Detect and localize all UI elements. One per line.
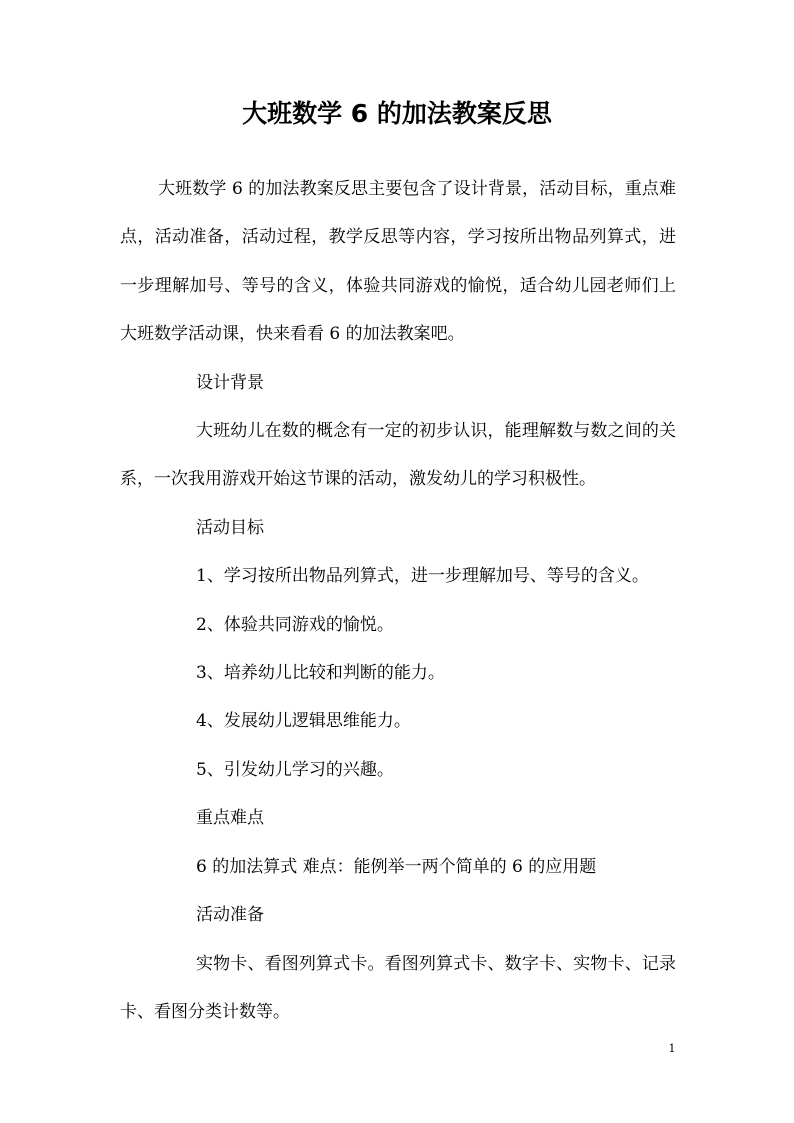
goals-heading: 活动目标: [196, 517, 264, 538]
page-number: 1: [668, 1042, 676, 1055]
key-points-paragraph: 6 的加法算式 难点：能例举一两个简单的 6 的应用题: [196, 856, 597, 877]
goal-item: 4、发展幼儿逻辑思维能力。: [196, 711, 411, 732]
key-points-heading: 重点难点: [196, 808, 264, 829]
preparation-paragraph: 实物卡、看图列算式卡。看图列算式卡、数字卡、实物卡、记录卡、看图分类计数等。: [120, 953, 676, 1022]
goal-item: 2、体验共同游戏的愉悦。: [196, 614, 394, 635]
background-paragraph: 大班幼儿在数的概念有一定的初步认识，能理解数与数之间的关系，一次我用游戏开始这节课的活动，激发幼儿的学习积极性。: [120, 421, 676, 490]
goal-item: 1、学习按所出物品列算式，进一步理解加号、等号的含义。: [196, 566, 649, 587]
intro-paragraph: 大班数学 6 的加法教案反思主要包含了设计背景，活动目标，重点难点，活动准备，活动过程，教学反思等内容，学习按所出物品列算式，进一步理解加号、等号的含义，体验共同游戏的愉悦，适合幼儿园老师们上大班数学活动课，快来看看 6 的加法教案吧。: [120, 179, 676, 345]
preparation-heading: 活动准备: [196, 905, 264, 926]
document-body: [120, 165, 676, 1036]
goal-item: 5、引发幼儿学习的兴趣。: [196, 759, 394, 780]
background-heading: 设计背景: [196, 372, 264, 393]
document-title: 大班数学 6 的加法教案反思: [242, 99, 552, 128]
goal-item: 3、培养幼儿比较和判断的能力。: [196, 663, 445, 684]
